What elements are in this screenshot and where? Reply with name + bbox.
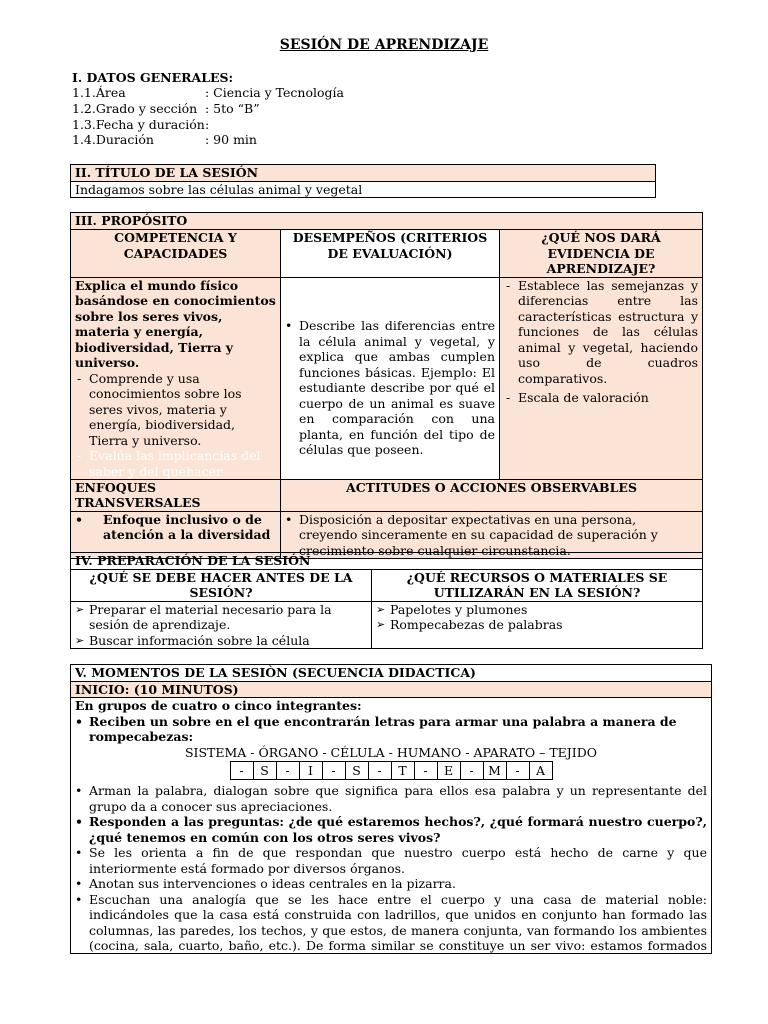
momentos-table <box>70 664 712 954</box>
datos-row <box>72 85 344 101</box>
letter-box: - <box>276 762 299 780</box>
capacidad-item: - Evalúa las implicancias del saber y del quehacer <box>75 448 276 479</box>
desempenos-header: DESEMPEÑOS (CRITERIOS DE EVALUACIÓN) <box>281 230 500 278</box>
titulo-text: Indagamos sobre las células animal y vegetal <box>71 181 656 198</box>
letter-box: S <box>253 762 276 780</box>
datos-label: 1.3.Fecha y duración <box>72 117 205 132</box>
datos-label: 1.4.Duración <box>72 132 154 147</box>
letter-box: - <box>230 762 253 780</box>
datos-row <box>72 132 257 148</box>
letter-box: S <box>345 762 368 780</box>
letter-box: T <box>391 762 414 780</box>
antes-cell <box>71 601 372 649</box>
letter-box: E <box>437 762 460 780</box>
actitudes-heading: ACTITUDES O ACCIONES OBSERVABLES <box>281 479 703 511</box>
competencia-header: COMPETENCIA Y CAPACIDADES <box>71 230 281 278</box>
desempeno-item: • Describe las diferencias entre la célula animal y vegetal, y explica que ambas cumplen funciones básicas. Ejemplo: El estudiante describe por qué el cuerpo de un animal es suave en comparación con una planta, en función del tipo de células que poseen. <box>285 318 495 458</box>
proposito-table <box>70 212 703 559</box>
letter-box: - <box>506 762 529 780</box>
recurso-item: ➢ Rompecabezas de palabras <box>376 617 698 633</box>
antes-item: ➢ Buscar información sobre la célula <box>75 633 367 649</box>
datos-row <box>72 117 209 133</box>
datos-label: 1.1.Área <box>72 85 126 100</box>
datos-value: : 5to “B” <box>205 101 260 116</box>
antes-item: ➢ Preparar el material necesario para la sesión de aprendizaje. <box>75 602 367 633</box>
recursos-cell <box>372 601 703 649</box>
inicio-item: • Anotan sus intervenciones o ideas centrales en la pizarra. <box>75 876 707 892</box>
palabras-text: SISTEMA - ÓRGANO - CÉLULA - HUMANO - APARATO – TEJIDO <box>184 744 598 760</box>
letter-box: I <box>299 762 322 780</box>
letter-box: M <box>483 762 506 780</box>
datos-value: : Ciencia y Tecnología <box>205 85 344 100</box>
letter-box: - <box>414 762 437 780</box>
datos-value: : <box>205 117 210 132</box>
capacidad-item: - Comprende y usa conocimientos sobre los seres vivos, materia y energía, biodiversidad, Tierra y universo. <box>75 371 276 449</box>
recursos-header: ¿QUÉ RECURSOS O MATERIALES SE UTILIZARÁN EN LA SESIÓN? <box>372 569 703 601</box>
inicio-cell <box>71 698 712 954</box>
preparacion-table <box>70 552 703 649</box>
enfoque-item: • Enfoque inclusivo o de atención a la diversidad <box>75 512 276 543</box>
inicio-heading: INICIO: (10 MINUTOS) <box>71 681 712 698</box>
letter-box: A <box>529 762 552 780</box>
evidencia-item: - Escala de valoración <box>504 390 698 406</box>
inicio-item: • Se les orienta a fin de que respondan que nuestro cuerpo está hecho de carne y que interiormente está formado por diversos órganos. <box>75 845 707 876</box>
antes-header: ¿QUÉ SE DEBE HACER ANTES DE LA SESIÓN? <box>71 569 372 601</box>
proposito-heading: III. PROPÓSITO <box>71 213 703 230</box>
momentos-heading: V. MOMENTOS DE LA SESIÒN (SECUENCIA DIDACTICA) <box>71 665 712 682</box>
letter-box: - <box>368 762 391 780</box>
inicio-item: • Escuchan una analogía que se les hace entre el cuerpo y una casa de material noble: indicándoles que la casa está construida con ladrillos, que unidos en conjunto han formado las columnas, las paredes, los techos, y que estos, de manera conjunta, van formando los ambientes (cocina, sala, cuarto, baño, etc.). De forma similar se constituye un ser vivo: estamos formados <box>75 892 707 954</box>
competencia-cell <box>71 277 281 479</box>
letter-boxes <box>230 761 553 780</box>
datos-value: : 90 min <box>205 132 257 147</box>
actitud-item: • Disposición a depositar expectativas en una persona, creyendo sinceramente en su capacidad de superación y crecimiento sobre cualquier circunstancia. <box>285 512 698 559</box>
evidencia-cell <box>500 277 703 479</box>
page-title: SESIÓN DE APRENDIZAJE <box>279 37 489 53</box>
titulo-table <box>70 164 656 198</box>
evidencia-item: - Establece las semejanzas y diferencias entre las características estructura y funciones de las células animal y vegetal, haciendo uso de cuadros comparativos. <box>504 278 698 387</box>
grupos-text: En grupos de cuatro o cinco integrantes: <box>75 698 362 713</box>
inicio-item: • Responden a las preguntas: ¿de qué estaremos hechos?, ¿qué formará nuestro cuerpo?, ¿qué tenemos en común con los otros seres vivos? <box>75 814 707 845</box>
datos-row <box>72 101 260 117</box>
letter-box: - <box>322 762 345 780</box>
datos-heading: I. DATOS GENERALES: <box>72 70 234 85</box>
inicio-item: • Arman la palabra, dialogan sobre que significa para ellos esa palabra y un representante del grupo da a conocer sus apreciaciones. <box>75 783 707 814</box>
enfoques-heading: ENFOQUES TRANSVERSALES <box>71 479 281 511</box>
datos-label: 1.2.Grado y sección <box>72 101 198 116</box>
desempeno-cell <box>281 277 500 479</box>
sobre-item: • Reciben un sobre en el que encontrarán letras para armar una palabra a manera de rompecabezas: <box>75 714 707 745</box>
letter-box: - <box>460 762 483 780</box>
evidencia-header: ¿QUÉ NOS DARÁ EVIDENCIA DE APRENDIZAJE? <box>500 230 703 278</box>
preparacion-heading: IV. PREPARACIÓN DE LA SESIÓN <box>71 553 703 570</box>
titulo-heading: II. TÍTULO DE LA SESIÓN <box>71 165 656 182</box>
recurso-item: ➢ Papelotes y plumones <box>376 602 698 618</box>
competencia-text: Explica el mundo físico basándose en conocimientos sobre los seres vivos, materia y energía, biodiversidad, Tierra y universo. <box>75 277 276 370</box>
